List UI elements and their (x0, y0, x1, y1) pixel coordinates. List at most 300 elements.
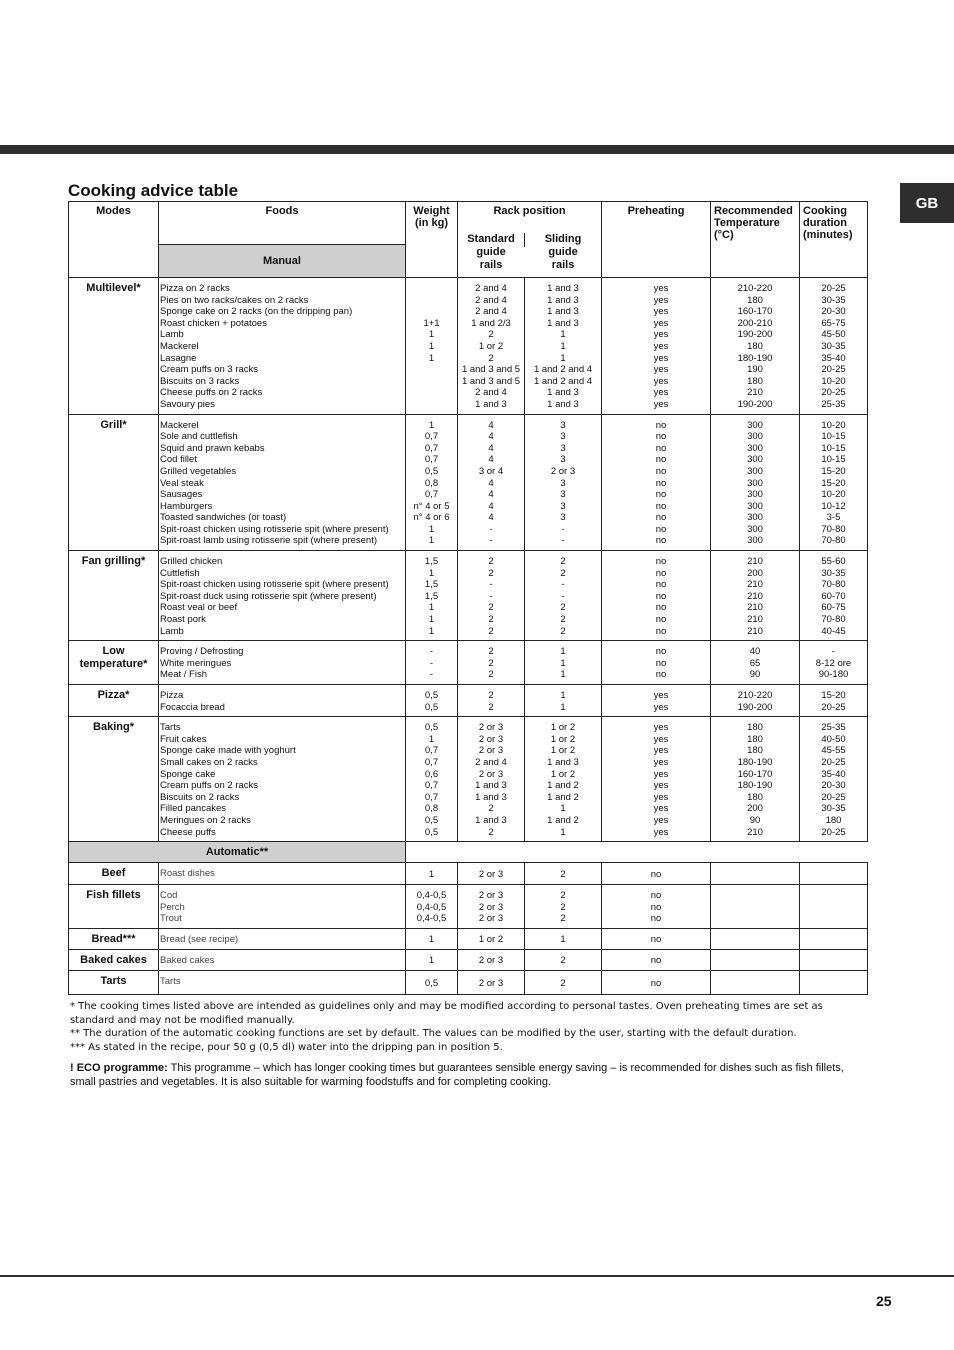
preheating-cell-line: yes (653, 803, 669, 815)
duration-cell-line: 20-25 (821, 791, 846, 803)
table-row (69, 885, 868, 929)
foods-cell-line: Cuttlefish (160, 567, 200, 579)
table-row (69, 970, 868, 994)
sliding-rails-cell-line: 1 and 3 (547, 398, 579, 410)
sliding-rails-cell-line: 1 and 3 (547, 294, 579, 306)
duration-cell (800, 278, 868, 415)
foods-cell-line: Small cakes on 2 racks (160, 756, 258, 768)
temperature-cell-line: 300 (747, 454, 763, 466)
standard-rails-cell (458, 949, 525, 970)
weight-cell-line: 0,5 (424, 826, 439, 838)
temperature-cell-line: 300 (747, 442, 763, 454)
header-row (69, 202, 868, 245)
preheating-cell-line: yes (653, 690, 669, 701)
weight-cell (406, 551, 458, 641)
weight-cell-line: 1 (428, 523, 435, 535)
standard-rails-cell-line: 2 (488, 556, 494, 568)
duration-cell (800, 717, 868, 842)
preheating-cell-line: no (650, 890, 662, 902)
preheating-cell-line: no (655, 646, 667, 658)
weight-cell-line: 0,8 (424, 803, 439, 815)
preheating-cell-line: no (650, 934, 662, 946)
foods-cell-line: Spit-roast duck using rotisserie spit (where present) (160, 590, 377, 602)
preheating-cell-line: yes (653, 768, 669, 780)
sliding-rails-cell-line: 2 or 3 (550, 465, 576, 477)
standard-rails-cell-line: 2 (488, 646, 494, 658)
standard-rails-cell-line: 2 or 3 (478, 868, 504, 880)
preheating-cell-line: no (655, 669, 667, 681)
header-modes: Modes (69, 202, 159, 278)
sliding-rails-cell (525, 885, 602, 929)
mode-label: Fan grilling* (81, 555, 146, 568)
foods-cell-line: Bread (see recipe) (160, 933, 239, 945)
standard-rails-cell-line: 2 (488, 352, 494, 364)
duration-cell-line: 10-15 (821, 442, 846, 454)
footnote-3: *** As stated in the recipe, pour 50 g (0,5 dl) water into the dripping pan in position 5. (70, 1041, 503, 1053)
preheating-cell (602, 717, 711, 842)
preheating-cell-line: no (655, 625, 667, 637)
table-row (69, 928, 868, 949)
temperature-cell-line: 210 (747, 602, 763, 614)
standard-rails-cell (458, 970, 525, 994)
standard-rails-cell-line: 2 or 3 (478, 977, 504, 989)
standard-rails-cell-line: 2 (488, 690, 494, 701)
foods-cell-line: Hamburgers (160, 500, 213, 512)
temperature-cell-line: 65 (749, 657, 761, 669)
weight-cell-line (406, 387, 457, 399)
standard-rails-cell (458, 717, 525, 842)
weight-cell (406, 278, 458, 415)
weight-cell-line: 0,7 (424, 454, 439, 466)
language-tab: GB (900, 183, 954, 223)
preheating-cell-line: yes (653, 780, 669, 792)
standard-rails-cell-line: 2 (488, 701, 494, 713)
mode-cell (69, 414, 159, 551)
duration-cell (800, 863, 868, 885)
preheating-cell-line: yes (653, 283, 669, 294)
standard-rails-cell-line: 2 or 3 (478, 955, 504, 967)
sliding-rails-cell-line: 2 (560, 890, 566, 902)
temperature-cell-line: 300 (747, 535, 763, 547)
weight-cell-line: 0,7 (424, 780, 439, 792)
preheating-cell-line: yes (653, 306, 669, 318)
foods-cell-line: Biscuits on 2 racks (160, 791, 240, 803)
preheating-cell-line: no (655, 579, 667, 591)
mode-label: Grill* (100, 418, 127, 431)
temperature-cell-line: 180 (747, 375, 763, 387)
sliding-rails-cell-line: 3 (560, 512, 566, 524)
sliding-rails-cell-line: 1 and 2 and 4 (533, 364, 593, 376)
duration-cell-line: - (831, 646, 836, 658)
temperature-cell-line: 180-190 (737, 756, 773, 768)
preheating-cell-line: no (650, 913, 662, 925)
foods-cell-line: Cheese puffs (160, 826, 216, 838)
standard-rails-cell-line: 4 (488, 489, 494, 501)
weight-cell-line: 1 (428, 614, 435, 626)
weight-cell-line: n° 4 or 5 (413, 500, 450, 512)
preheating-cell (602, 278, 711, 415)
standard-rails-cell-line: 1 and 3 and 5 (461, 364, 521, 376)
weight-cell-line: 0,4-0,5 (416, 890, 447, 902)
temperature-cell-line: 300 (747, 465, 763, 477)
standard-rails-cell-line: 1 and 3 (475, 814, 507, 826)
duration-cell-line: 10-20 (821, 419, 846, 431)
sliding-rails-cell-line: 1 and 3 (547, 317, 579, 329)
preheating-cell-line: no (655, 512, 667, 524)
preheating-cell-line: no (655, 523, 667, 535)
preheating-cell-line: no (655, 590, 667, 602)
standard-rails-cell (458, 863, 525, 885)
table-row (69, 414, 868, 551)
standard-rails-cell-line: 2 and 4 (475, 294, 507, 306)
foods-cell-line: Sausages (160, 489, 203, 501)
sliding-rails-cell (525, 970, 602, 994)
weight-cell-line: 1,5 (424, 579, 439, 591)
duration-cell (800, 685, 868, 717)
header-sliding-rails: Sliding guide rails (524, 233, 601, 247)
temperature-cell-line: 200-210 (737, 317, 773, 329)
weight-cell-line: - (429, 657, 434, 669)
temperature-cell (711, 863, 800, 885)
temperature-cell-line: 180-190 (737, 352, 773, 364)
standard-rails-cell-line: 2 or 3 (478, 733, 504, 745)
preheating-cell-line: no (655, 442, 667, 454)
standard-rails-cell-line: 2 and 4 (475, 306, 507, 318)
foods-cell-line: Toasted sandwiches (or toast) (160, 512, 287, 524)
preheating-cell-line: no (655, 465, 667, 477)
preheating-cell-line: no (655, 602, 667, 614)
standard-rails-cell (458, 928, 525, 949)
weight-cell (406, 949, 458, 970)
sliding-rails-cell-line: 1 and 2 and 4 (533, 375, 593, 387)
foods-cell-line: Lamb (160, 329, 184, 341)
standard-rails-cell (458, 278, 525, 415)
preheating-cell-line: yes (653, 791, 669, 803)
temperature-cell-line: 160-170 (737, 306, 773, 318)
manual-section-label: Manual (159, 245, 406, 278)
standard-rails-cell-line: 4 (488, 512, 494, 524)
mode-label: Beef (101, 867, 126, 880)
duration-cell-line: 20-25 (821, 387, 846, 399)
standard-rails-cell-line: 3 or 4 (478, 465, 504, 477)
duration-cell-line: 8-12 ore (815, 657, 852, 669)
temperature-cell-line: 200 (747, 803, 763, 815)
standard-rails-cell-line: 4 (488, 419, 494, 431)
mode-label: Baking* (93, 721, 134, 734)
weight-cell-line: 1 (428, 955, 435, 967)
mode-label: Multilevel* (86, 282, 141, 294)
weight-cell-line: 0,7 (424, 791, 439, 803)
standard-rails-cell (458, 414, 525, 551)
sliding-rails-cell-line: 2 (560, 868, 566, 880)
sliding-rails-cell-line: 1 (560, 352, 566, 364)
weight-cell-line (406, 283, 457, 295)
weight-cell-line: 1 (428, 352, 435, 364)
duration-cell-line: 10-15 (821, 454, 846, 466)
weight-cell-line: 1 (428, 733, 435, 745)
foods-cell (159, 970, 406, 994)
temperature-cell-line: 190 (747, 364, 763, 376)
foods-cell-line: Spit-roast chicken using rotisserie spit (where present) (160, 579, 389, 591)
standard-rails-cell-line: 2 or 3 (478, 722, 504, 734)
temperature-cell-line: 210 (747, 556, 763, 568)
foods-cell-line: Roast dishes (160, 868, 215, 880)
standard-rails-cell-line: 4 (488, 442, 494, 454)
sliding-rails-cell-line: - (561, 523, 565, 535)
standard-rails-cell-line: - (489, 590, 493, 602)
sliding-rails-cell-line: 1 and 3 (547, 756, 579, 768)
foods-cell (159, 641, 406, 685)
automatic-band-row (69, 842, 868, 863)
preheating-cell-line: yes (653, 722, 669, 734)
temperature-cell-line: 300 (747, 419, 763, 431)
temperature-cell-line: 300 (747, 523, 763, 535)
preheating-cell-line: no (655, 489, 667, 501)
sliding-rails-cell-line: 1 (560, 329, 566, 341)
duration-cell-line: 25-35 (821, 398, 846, 410)
temperature-cell-line: 40 (749, 646, 761, 658)
duration-cell-line: 60-75 (821, 602, 846, 614)
header-rack-position: Rack position Standard guide rails Sliding guide rails (458, 202, 602, 278)
duration-cell-line: 15-20 (821, 465, 846, 477)
duration-cell-line: 40-50 (821, 733, 846, 745)
mode-cell (69, 863, 159, 885)
foods-cell-line: Sponge cake made with yoghurt (160, 745, 296, 757)
preheating-cell-line: no (655, 535, 667, 547)
sliding-rails-cell-line: 1 or 2 (550, 768, 576, 780)
preheating-cell-line: yes (653, 733, 669, 745)
temperature-cell-line: 190-200 (737, 398, 773, 410)
weight-cell-line (406, 399, 457, 411)
standard-rails-cell-line: - (489, 535, 493, 547)
temperature-cell-line: 160-170 (737, 768, 773, 780)
mode-label: Bread*** (91, 932, 136, 945)
sliding-rails-cell-line: 3 (560, 500, 566, 512)
table-row (69, 641, 868, 685)
weight-cell-line: 0,7 (424, 431, 439, 443)
weight-cell-line: 0,5 (424, 814, 439, 826)
preheating-cell-line: yes (653, 814, 669, 826)
preheating-cell-line: yes (653, 352, 669, 364)
sliding-rails-cell-line: 3 (560, 477, 566, 489)
duration-cell (800, 414, 868, 551)
mode-cell (69, 928, 159, 949)
temperature-cell-line: 210 (747, 579, 763, 591)
weight-cell-line: 0,6 (424, 768, 439, 780)
temperature-cell-line: 210 (747, 625, 763, 637)
temperature-cell (711, 949, 800, 970)
automatic-section-label: Automatic** (69, 842, 406, 863)
sliding-rails-cell-line: 1 (560, 803, 566, 815)
preheating-cell-line: yes (653, 826, 669, 838)
foods-cell-line: Sponge cake on 2 racks (on the dripping pan) (160, 306, 353, 318)
preheating-cell-line: no (655, 454, 667, 466)
duration-cell-line: 40-45 (821, 625, 846, 637)
weight-cell-line: 1+1 (423, 317, 440, 329)
temperature-cell (711, 641, 800, 685)
preheating-cell (602, 414, 711, 551)
foods-cell-line: Pies on two racks/cakes on 2 racks (160, 294, 309, 306)
preheating-cell-line: no (650, 955, 662, 967)
duration-cell-line: 180 (825, 814, 842, 826)
preheating-cell (602, 641, 711, 685)
weight-cell-line (406, 376, 457, 388)
preheating-cell (602, 551, 711, 641)
foods-cell-line: Sole and cuttlefish (160, 431, 238, 443)
automatic-band-blank (406, 842, 868, 863)
sliding-rails-cell (525, 863, 602, 885)
sliding-rails-cell-line: 1 (560, 701, 566, 713)
table-row (69, 949, 868, 970)
mode-cell (69, 885, 159, 929)
standard-rails-cell-line: 4 (488, 431, 494, 443)
foods-cell-line: Perch (160, 901, 185, 913)
sliding-rails-cell-line: 1 (560, 646, 566, 658)
sliding-rails-cell-line: 2 (560, 614, 566, 626)
duration-cell-line: 10-20 (821, 375, 846, 387)
sliding-rails-cell-line: 1 (560, 657, 566, 669)
sliding-rails-cell (525, 278, 602, 415)
temperature-cell (711, 717, 800, 842)
foods-cell-line: Spit-roast lamb using rotisserie spit (where present) (160, 535, 378, 547)
weight-cell (406, 414, 458, 551)
standard-rails-cell (458, 641, 525, 685)
header-weight: Weight (in kg) (406, 202, 458, 278)
temperature-cell (711, 928, 800, 949)
standard-rails-cell-line: 1 and 3 (475, 780, 507, 792)
duration-cell-line: 20-30 (821, 306, 846, 318)
duration-cell-line: 20-25 (821, 826, 846, 838)
standard-rails-cell-line: 2 (488, 329, 494, 341)
sliding-rails-cell-line: 1 (560, 690, 566, 701)
foods-cell-line: Mackerel (160, 340, 199, 352)
foods-cell-line: Grilled chicken (160, 556, 223, 568)
sliding-rails-cell-line: 3 (560, 442, 566, 454)
foods-cell-line: Baked cakes (160, 954, 215, 966)
weight-cell-line: 1 (428, 625, 435, 637)
standard-rails-cell-line: 2 and 4 (475, 387, 507, 399)
foods-cell-line: Proving / Defrosting (160, 646, 244, 658)
mode-cell (69, 970, 159, 994)
preheating-cell (602, 970, 711, 994)
standard-rails-cell-line: 2 (488, 826, 494, 838)
foods-cell (159, 863, 406, 885)
preheating-cell-line: no (655, 614, 667, 626)
preheating-cell-line: no (650, 868, 662, 880)
weight-cell-line: 0,7 (424, 442, 439, 454)
preheating-cell-line: no (655, 657, 667, 669)
standard-rails-cell-line: 1 and 3 (475, 791, 507, 803)
mode-cell (69, 551, 159, 641)
weight-cell (406, 885, 458, 929)
foods-cell-line: Filled pancakes (160, 803, 227, 815)
foods-cell-line: Meat / Fish (160, 669, 207, 681)
footnotes (70, 1000, 860, 1054)
temperature-cell-line: 210-220 (737, 283, 773, 294)
standard-rails-cell-line: 2 (488, 625, 494, 637)
standard-rails-cell-line: - (489, 579, 493, 591)
sliding-rails-cell-line: 2 (560, 625, 566, 637)
preheating-cell-line: yes (653, 745, 669, 757)
footnote-2: ** The duration of the automatic cooking functions are set by default. The values can be modified by the user, starting with the default duration. (70, 1028, 797, 1040)
sliding-rails-cell-line: 1 (560, 826, 566, 838)
duration-cell-line: 65-75 (821, 317, 846, 329)
duration-cell-line: 35-40 (821, 768, 846, 780)
temperature-cell-line: 300 (747, 512, 763, 524)
weight-cell-line: 0,5 (424, 690, 439, 701)
weight-cell-line: 1 (428, 535, 435, 547)
temperature-cell (711, 414, 800, 551)
duration-cell-line: 30-35 (821, 294, 846, 306)
mode-label: Tarts (100, 974, 127, 987)
preheating-cell-line: no (655, 556, 667, 568)
eco-programme-note (70, 1061, 860, 1089)
foods-cell-line: Sponge cake (160, 768, 216, 780)
foods-cell (159, 278, 406, 415)
temperature-cell-line: 180 (747, 722, 763, 734)
preheating-cell (602, 949, 711, 970)
eco-label: ! ECO programme: (70, 1062, 168, 1074)
standard-rails-cell-line: 1 and 3 (475, 398, 507, 410)
standard-rails-cell-line: 4 (488, 454, 494, 466)
sliding-rails-cell-line: - (561, 535, 565, 547)
duration-cell-line: 10-12 (821, 500, 846, 512)
bottom-rule (0, 1275, 954, 1277)
duration-cell-line: 30-35 (821, 567, 846, 579)
foods-cell-line: White meringues (160, 657, 232, 669)
sliding-rails-cell-line: 2 (560, 977, 566, 989)
temperature-cell-line: 300 (747, 489, 763, 501)
sliding-rails-cell (525, 414, 602, 551)
sliding-rails-cell-line: 2 (560, 955, 566, 967)
duration-cell (800, 949, 868, 970)
duration-cell-line: 10-20 (821, 489, 846, 501)
page-title: Cooking advice table (68, 181, 239, 200)
duration-cell-line: 20-25 (821, 756, 846, 768)
temperature-cell-line: 210-220 (737, 690, 773, 701)
temperature-cell-line: 200 (747, 567, 763, 579)
temperature-cell-line: 180 (747, 294, 763, 306)
standard-rails-cell (458, 551, 525, 641)
sliding-rails-cell-line: 1 (560, 340, 566, 352)
standard-rails-cell-line: 1 or 2 (478, 340, 504, 352)
eco-text: This programme – which has longer cooking times but guarantees sensible energy saving – is recommended for dishes such as fish fillets, small pastries and vegetables. It is also suitable for warming foodstuffs and for completing cooking. (70, 1062, 844, 1088)
weight-cell-line: n° 4 or 6 (413, 512, 450, 524)
sliding-rails-cell-line: 3 (560, 454, 566, 466)
table-row (69, 551, 868, 641)
mode-label: Pizza* (97, 689, 130, 701)
weight-cell-line: 1 (428, 934, 435, 946)
weight-cell-line: 0,5 (424, 977, 439, 989)
foods-cell-line: Roast chicken + potatoes (160, 317, 267, 329)
duration-cell-line: 70-80 (821, 523, 846, 535)
preheating-cell-line: yes (653, 317, 669, 329)
duration-cell (800, 970, 868, 994)
preheating-cell-line: no (655, 477, 667, 489)
weight-cell (406, 685, 458, 717)
temperature-cell-line: 190-200 (737, 329, 773, 341)
duration-cell-line: 3-5 (826, 512, 841, 524)
foods-cell-line: Mackerel (160, 419, 199, 431)
duration-cell-line: 90-180 (818, 669, 849, 681)
sliding-rails-cell-line: 1 and 2 (547, 814, 579, 826)
preheating-cell-line: yes (653, 387, 669, 399)
temperature-cell-line: 90 (749, 669, 761, 681)
standard-rails-cell-line: 4 (488, 500, 494, 512)
sliding-rails-cell-line: 1 (560, 669, 566, 681)
page-number: 25 (876, 1293, 892, 1309)
duration-cell-line: 20-25 (821, 701, 846, 713)
